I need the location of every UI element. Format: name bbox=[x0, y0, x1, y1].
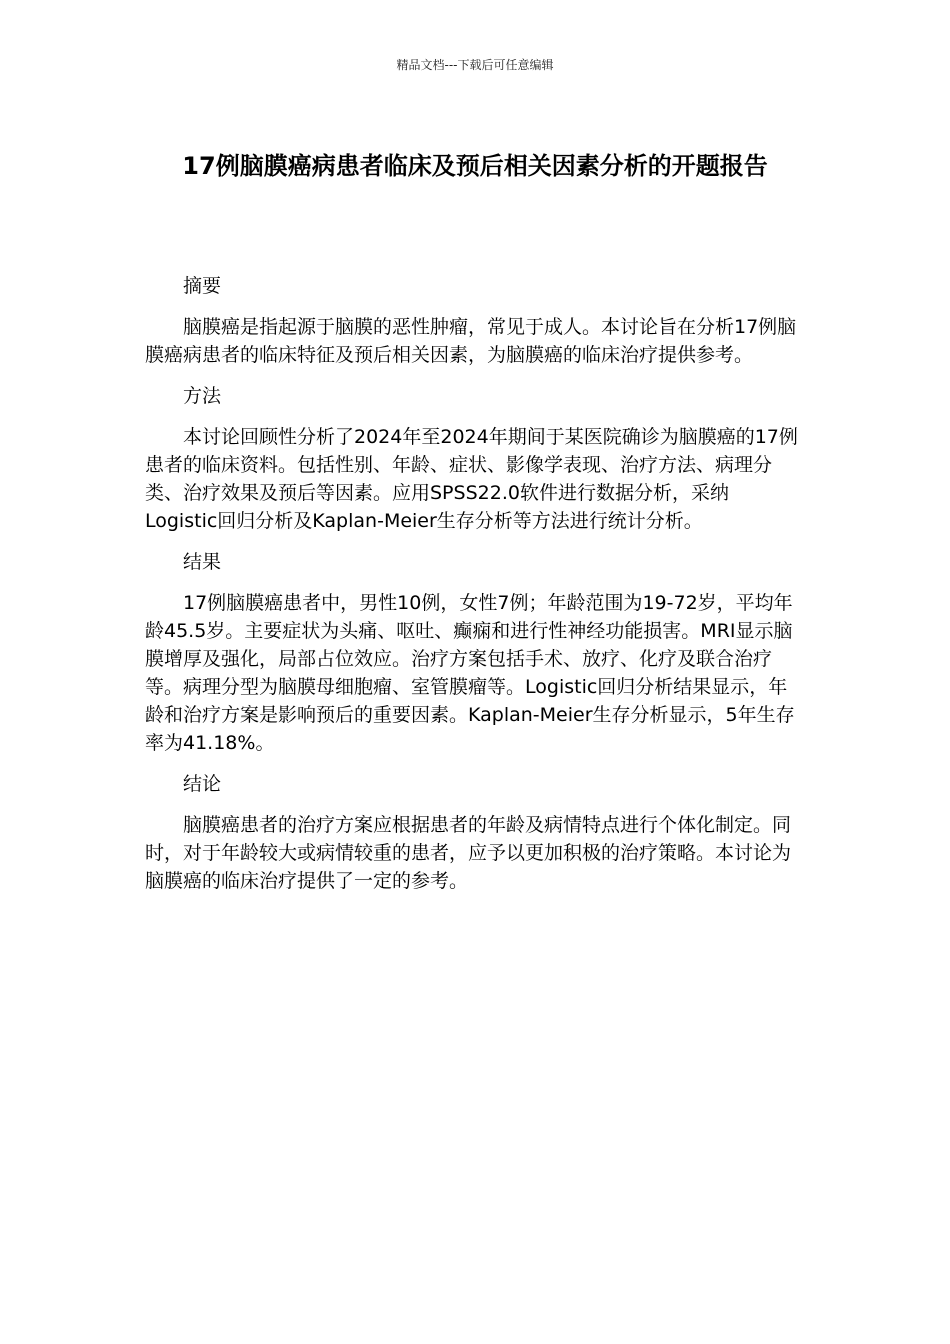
document-title: 17例脑膜癌病患者临床及预后相关因素分析的开题报告 bbox=[182, 152, 768, 180]
conclusion-paragraph: 脑膜癌患者的治疗方案应根据患者的年龄及病情特点进行个体化制定。同时，对于年龄较大或病情较重的患者，应予以更加积极的治疗策略。本讨论为脑膜癌的临床治疗提供了一定的参考。 bbox=[145, 814, 792, 892]
methods-paragraph: 本讨论回顾性分析了2024年至2024年期间于某医院确诊为脑膜癌的17例患者的临床资料。包括性别、年龄、症状、影像学表现、治疗方法、病理分类、治疗效果及预后等因素。应用SPSS22.0软件进行数据分析，采纳Logistic回归分析及Kaplan-Meier生存分析等方法进行统计分析。 bbox=[145, 426, 798, 532]
abstract-heading: 摘要 bbox=[183, 275, 222, 297]
results-paragraph: 17例脑膜癌患者中，男性10例，女性7例；年龄范围为19-72岁，平均年龄45.5岁。主要症状为头痛、呕吐、癫痫和进行性神经功能损害。MRI显示脑膜增厚及强化，局部占位效应。治疗方案包括手术、放疗、化疗及联合治疗等。病理分型为脑膜母细胞瘤、室管膜瘤等。Logistic回归分析结果显示，年龄和治疗方案是影响预后的重要因素。Kaplan-Meier生存分析显示，5年生存率为41.18%。 bbox=[145, 592, 795, 754]
page-header-note: 精品文档---下载后可任意编辑 bbox=[396, 58, 554, 72]
methods-heading: 方法 bbox=[183, 385, 222, 407]
document-body bbox=[145, 272, 800, 908]
results-heading: 结果 bbox=[183, 551, 222, 573]
abstract-paragraph: 脑膜癌是指起源于脑膜的恶性肿瘤，常见于成人。本讨论旨在分析17例脑膜癌病患者的临床特征及预后相关因素，为脑膜癌的临床治疗提供参考。 bbox=[145, 316, 797, 366]
conclusion-heading: 结论 bbox=[183, 773, 222, 795]
